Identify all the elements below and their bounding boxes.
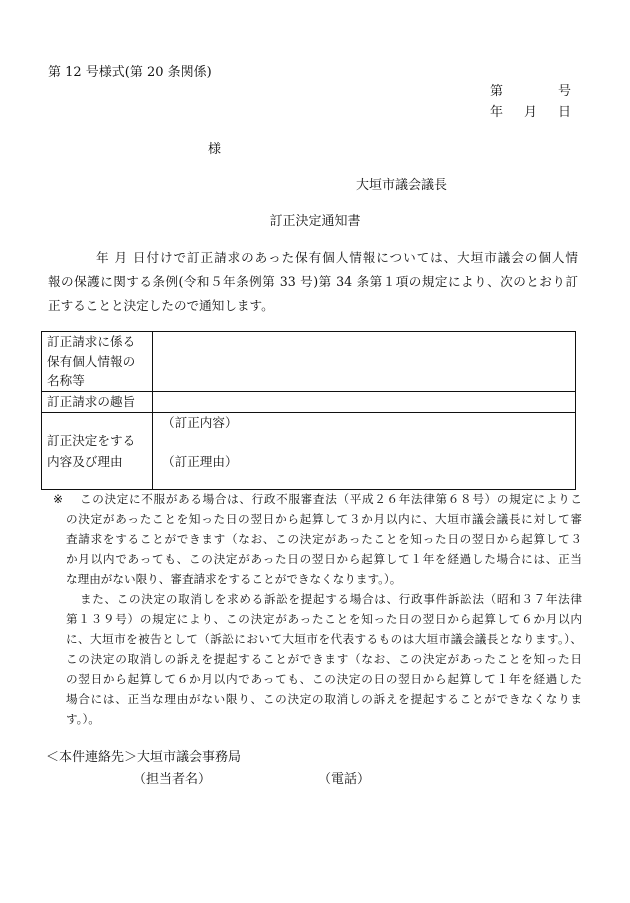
addressee-honorific: 様 bbox=[208, 142, 222, 157]
value-line: （訂正理由） bbox=[162, 454, 238, 469]
lawsuit-note-line: に、大垣市を被告として（訴訟において大垣市を代表するものは大垣市議会議長となります。）、 bbox=[66, 632, 582, 646]
intro-line: 年 月 日付けで訂正請求のあった保有個人情報については、大垣市議会の個人情 bbox=[96, 250, 578, 265]
lawsuit-note-line: この決定の取消しの訴えを提起することができます（なお、この決定があったことを知った日 bbox=[66, 652, 582, 666]
lawsuit-note-line: の翌日から起算して６か月以内であっても、この決定の日の翌日から起算して１年を経過した bbox=[66, 672, 582, 686]
date-year-label: 年 bbox=[490, 105, 504, 120]
notes-block bbox=[66, 489, 582, 729]
label-line: 訂正請求に係る bbox=[47, 334, 136, 350]
intro-line: 正することと決定したので通知します。 bbox=[48, 298, 274, 313]
lawsuit-note-line: また、この決定の取消しを求める訴訟を提起する場合は、行政事件訴訟法（昭和３７年法律 bbox=[80, 592, 582, 606]
document-number-prefix: 第 bbox=[490, 84, 504, 99]
contact-phone-label: （電話） bbox=[318, 772, 371, 787]
date-month-label: 月 bbox=[524, 105, 538, 120]
contact-person-label: （担当者名） bbox=[133, 772, 212, 787]
label-line: 訂正決定をする bbox=[47, 433, 136, 448]
appeal-note-line: か月以内であっても、この決定があった日の翌日から起算して１年を経過した場合には、正当 bbox=[66, 552, 582, 566]
table-label-cell bbox=[42, 392, 153, 413]
contact-office: 大垣市議会事務局 bbox=[137, 750, 242, 765]
appeal-note-line: 査請求をすることができます（なお、この決定があったことを知った日の翌日から起算して３ bbox=[66, 532, 582, 546]
appeal-note-line: この決定に不服がある場合は、行政不服審査法（平成２６年法律第６８号）の規定によりこ bbox=[80, 492, 582, 506]
appeal-note-line: な理由がない限り、審査請求をすることができなくなります。）。 bbox=[66, 572, 402, 586]
date-day-label: 日 bbox=[558, 105, 572, 120]
label-line: 訂正請求の趣旨 bbox=[47, 394, 136, 409]
label-line: 保有個人情報の bbox=[47, 353, 136, 369]
value-line: （訂正内容） bbox=[162, 415, 238, 430]
correction-table bbox=[41, 331, 576, 490]
lawsuit-note-line: 場合には、正当な理由がない限り、この決定の取消しの訴えを提起することができなくなりま bbox=[66, 692, 582, 706]
sender-name: 大垣市議会議長 bbox=[356, 178, 448, 193]
note-mark: ※ bbox=[53, 492, 64, 506]
form-number-label: 第 12 号様式(第 20 条関係) bbox=[48, 65, 212, 80]
contact-label: ＜本件連絡先＞ bbox=[46, 750, 138, 765]
appeal-note-line: の決定があったことを知った日の翌日から起算して３か月以内に、大垣市議会議長に対して審 bbox=[66, 512, 582, 526]
intro-line: 報の保護に関する条例(令和５年条例第 33 号)第 34 条第１項の規定により、次のとおり訂 bbox=[48, 274, 578, 289]
lawsuit-note-line: 第１３９号）の規定により、この決定があったことを知った日の翌日から起算して６か月以内 bbox=[66, 612, 582, 626]
intro-paragraph bbox=[48, 246, 578, 318]
document-number-suffix: 号 bbox=[558, 84, 572, 99]
table-value-cell bbox=[153, 413, 575, 489]
table-label-cell bbox=[42, 413, 153, 489]
lawsuit-note-line: す。）。 bbox=[66, 712, 100, 726]
contact-heading bbox=[46, 748, 241, 768]
table-value-cell bbox=[153, 392, 575, 413]
label-line: 名称等 bbox=[47, 373, 85, 389]
label-line: 内容及び理由 bbox=[47, 454, 123, 469]
document-title: 訂正決定通知書 bbox=[269, 214, 361, 229]
table-label-cell bbox=[42, 332, 153, 392]
table-value-cell bbox=[153, 332, 575, 392]
